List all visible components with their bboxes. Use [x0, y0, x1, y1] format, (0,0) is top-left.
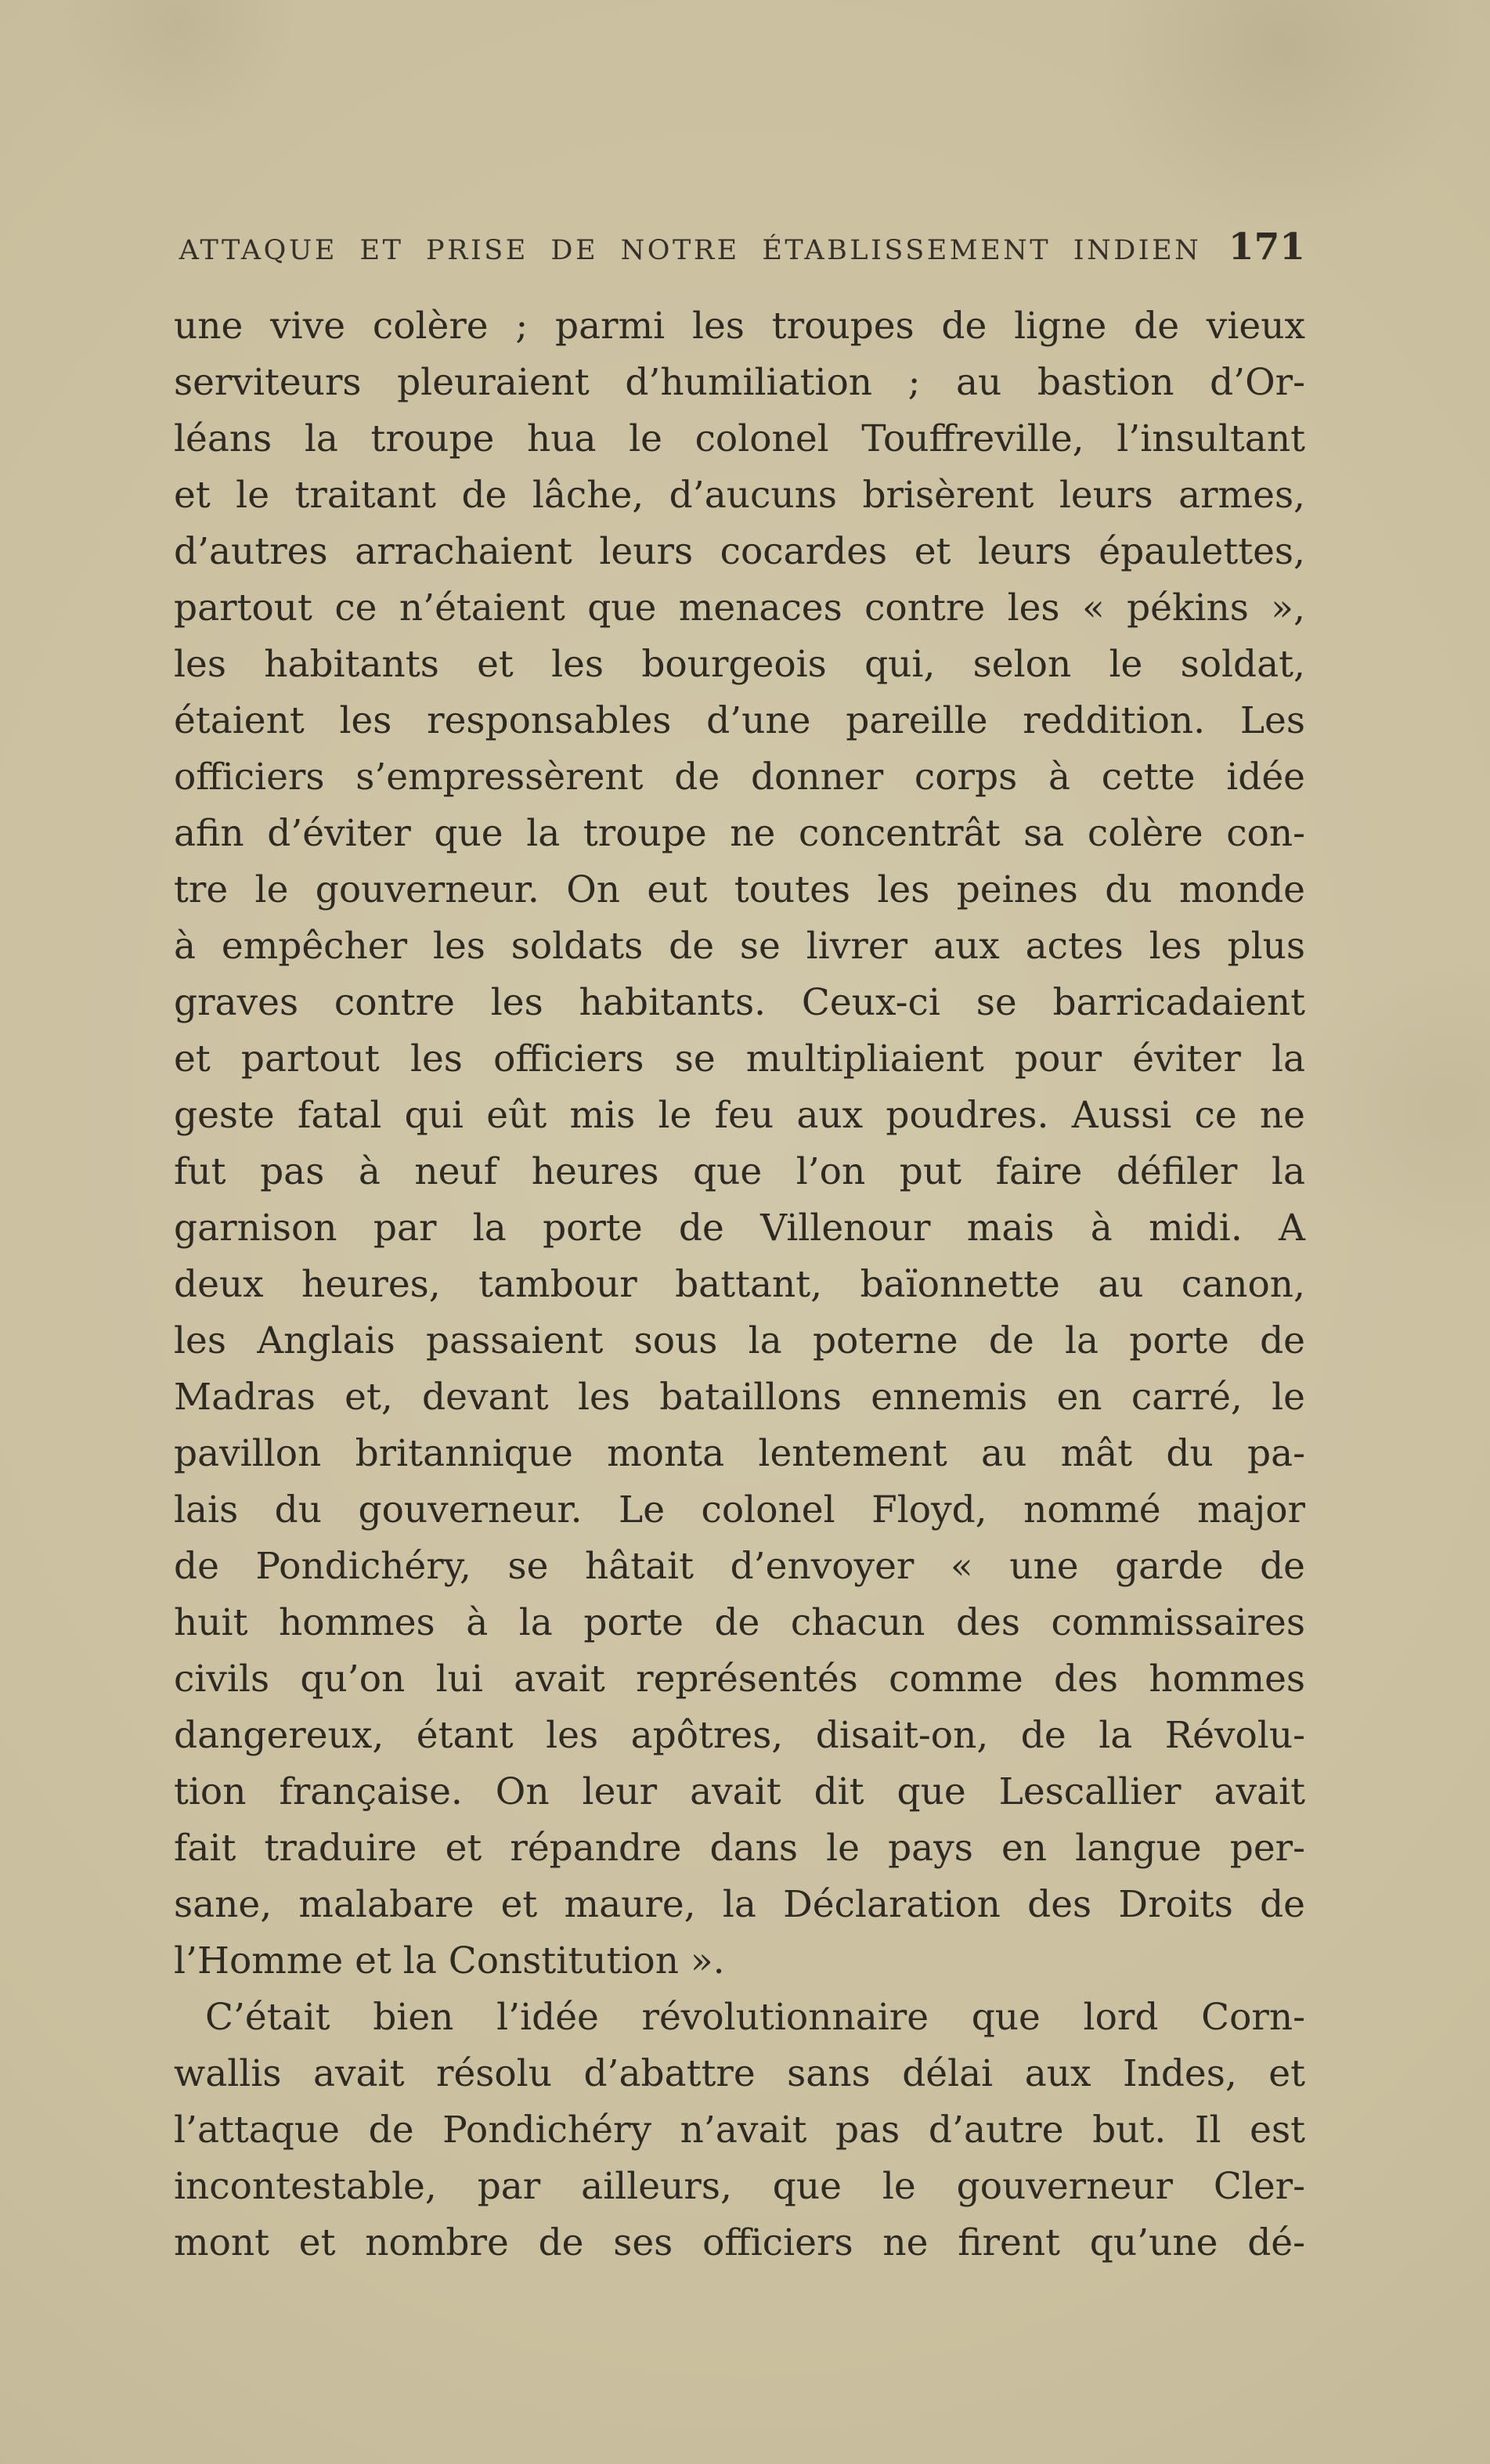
- paragraph: [174, 298, 1305, 1990]
- text-line: serviteurs pleuraient d’humiliation ; au bastion d’Or-: [174, 361, 1305, 404]
- text-line: et partout les officiers se multipliaient pour éviter la: [174, 1037, 1305, 1080]
- text-line: C’était bien l’idée révolutionnaire que lord Corn-: [205, 1996, 1305, 2039]
- text-line: afin d’éviter que la troupe ne concentrât sa colère con-: [174, 812, 1305, 855]
- text-line: wallis avait résolu d’abattre sans délai aux Indes, et: [174, 2052, 1305, 2095]
- text-line: léans la troupe hua le colonel Touffreville, l’insultant: [174, 417, 1305, 460]
- text-line: d’autres arrachaient leurs cocardes et leurs épaulettes,: [174, 530, 1305, 573]
- text-line: graves contre les habitants. Ceux-ci se barricadaient: [174, 981, 1305, 1024]
- text-line: huit hommes à la porte de chacun des commissaires: [174, 1601, 1305, 1644]
- text-line: l’Homme et la Constitution ».: [174, 1939, 725, 1982]
- text-line: étaient les responsables d’une pareille reddition. Les: [174, 699, 1305, 742]
- text-line: officiers s’empressèrent de donner corps à cette idée: [174, 756, 1305, 799]
- text-line: tion française. On leur avait dit que Lescallier avait: [174, 1770, 1305, 1813]
- running-title: ATTAQUE ET PRISE DE NOTRE ÉTABLISSEMENT INDIEN: [179, 235, 1202, 266]
- text-line: les Anglais passaient sous la poterne de la porte de: [174, 1319, 1305, 1362]
- text-line: fait traduire et répandre dans le pays en langue per-: [174, 1827, 1305, 1870]
- text-line: fut pas à neuf heures que l’on put faire défiler la: [174, 1150, 1305, 1193]
- page-header: [174, 225, 1305, 269]
- text-line: dangereux, étant les apôtres, disait-on, de la Révolu-: [174, 1714, 1305, 1757]
- text-line: les habitants et les bourgeois qui, selon le soldat,: [174, 643, 1305, 686]
- text-line: à empêcher les soldats de se livrer aux actes les plus: [174, 925, 1305, 968]
- page-body: [174, 298, 1305, 2271]
- text-line: une vive colère ; parmi les troupes de ligne de vieux: [174, 305, 1305, 348]
- text-block: [174, 225, 1305, 2271]
- text-line: mont et nombre de ses officiers ne firent qu’une dé-: [174, 2221, 1305, 2264]
- text-line: civils qu’on lui avait représentés comme des hommes: [174, 1658, 1305, 1701]
- text-line: tre le gouverneur. On eut toutes les peines du monde: [174, 868, 1305, 911]
- text-line: deux heures, tambour battant, baïonnette au canon,: [174, 1263, 1305, 1306]
- text-line: et le traitant de lâche, d’aucuns brisèrent leurs armes,: [174, 474, 1305, 517]
- page-number: 171: [1228, 225, 1305, 269]
- text-line: geste fatal qui eût mis le feu aux poudres. Aussi ce ne: [174, 1094, 1305, 1137]
- text-line: Madras et, devant les bataillons ennemis en carré, le: [174, 1376, 1305, 1419]
- text-line: garnison par la porte de Villenour mais à midi. A: [174, 1207, 1305, 1250]
- text-line: de Pondichéry, se hâtait d’envoyer « une garde de: [174, 1545, 1305, 1588]
- text-line: lais du gouverneur. Le colonel Floyd, nommé major: [174, 1488, 1305, 1531]
- paragraph: [174, 1990, 1305, 2271]
- text-line: incontestable, par ailleurs, que le gouverneur Cler-: [174, 2165, 1305, 2208]
- text-line: partout ce n’étaient que menaces contre les « pékins »,: [174, 586, 1305, 630]
- text-line: pavillon britannique monta lentement au mât du pa-: [174, 1432, 1305, 1475]
- text-line: l’attaque de Pondichéry n’avait pas d’autre but. Il est: [174, 2109, 1305, 2152]
- text-line: sane, malabare et maure, la Déclaration des Droits de: [174, 1883, 1305, 1926]
